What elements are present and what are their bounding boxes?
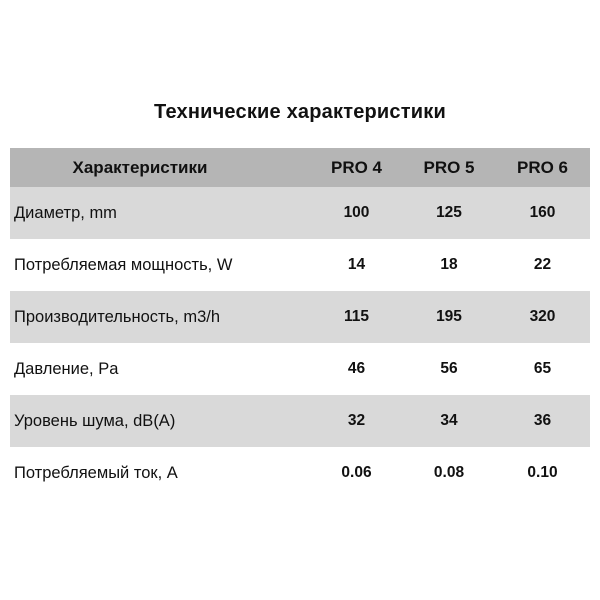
cell-value-pro4: 32 — [347, 412, 366, 429]
row-label: Давление, Pa — [14, 359, 119, 378]
cell-value-pro5: 34 — [440, 412, 458, 429]
cell-value-pro6: 320 — [529, 308, 556, 325]
cell-value-pro6: 22 — [533, 256, 552, 273]
table-row — [10, 291, 590, 343]
cell-value-pro6: 0.10 — [527, 464, 558, 481]
cell-value-pro4: 14 — [347, 256, 366, 273]
page-title: Технические характеристики — [154, 101, 446, 123]
cell-value-pro5: 18 — [440, 256, 458, 273]
table-row — [10, 343, 590, 395]
column-header-pro5: PRO 5 — [423, 157, 475, 177]
column-header-characteristics: Характеристики — [72, 157, 208, 177]
row-label: Уровень шума, dB(A) — [14, 411, 176, 430]
row-label: Потребляемый ток, A — [14, 463, 178, 482]
cell-value-pro5: 0.08 — [433, 464, 465, 481]
table-row — [10, 447, 590, 499]
row-label: Потребляемая мощность, W — [14, 255, 233, 274]
column-header-pro6: PRO 6 — [516, 157, 569, 177]
cell-value-pro5: 195 — [436, 308, 462, 325]
column-header-pro4: PRO 4 — [330, 157, 383, 177]
specs-table — [10, 148, 590, 499]
row-label: Диаметр, mm — [14, 203, 117, 222]
cell-value-pro6: 160 — [529, 204, 556, 221]
cell-value-pro4: 115 — [343, 308, 369, 325]
cell-value-pro6: 36 — [533, 412, 552, 429]
cell-value-pro5: 125 — [436, 204, 462, 221]
cell-value-pro4: 46 — [347, 360, 366, 377]
row-label: Производительность, m3/h — [14, 307, 221, 326]
cell-value-pro6: 65 — [533, 360, 552, 377]
table-row — [10, 239, 590, 291]
table-row — [10, 395, 590, 447]
cell-value-pro5: 56 — [440, 360, 458, 377]
cell-value-pro4: 0.06 — [341, 464, 372, 481]
table-row — [10, 187, 590, 239]
table-header-row — [10, 148, 590, 187]
cell-value-pro4: 100 — [343, 204, 370, 221]
